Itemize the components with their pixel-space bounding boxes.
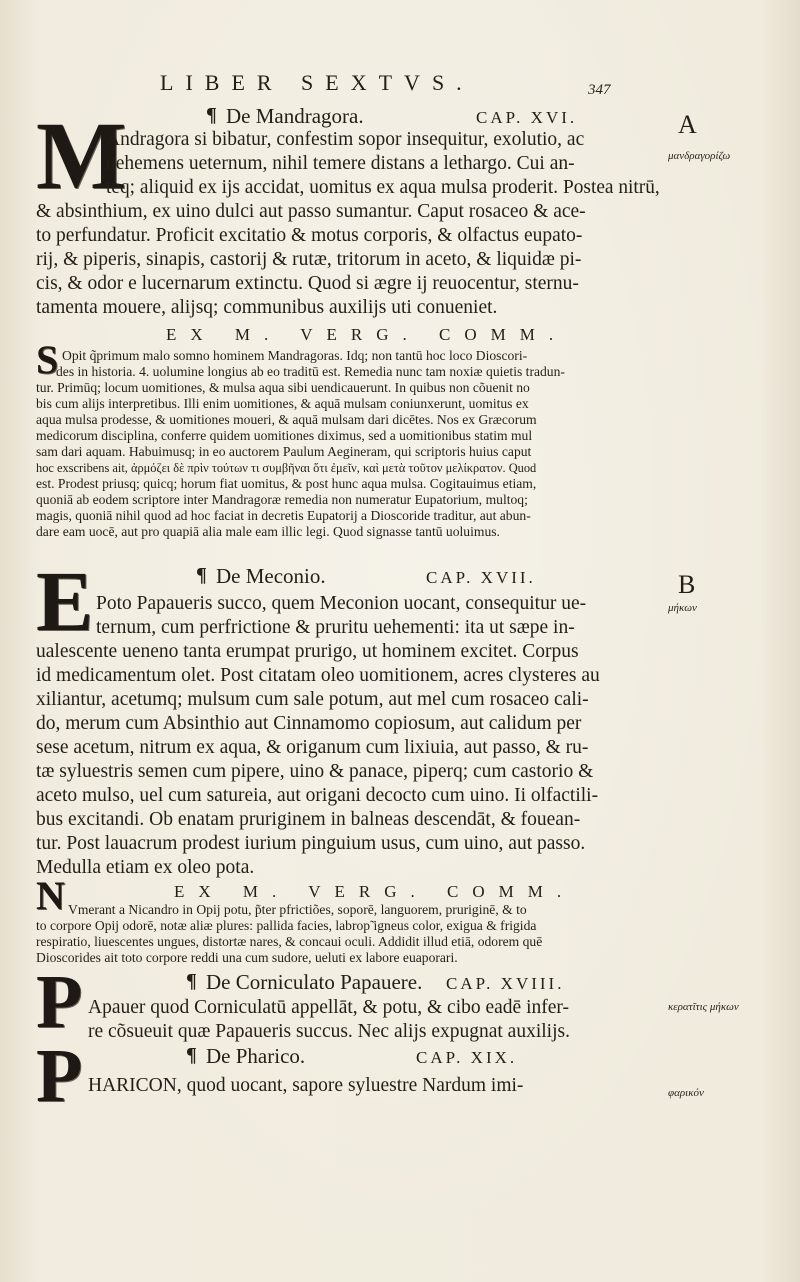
text-line: uehemens ueternum, nihil temere distans a lethargo. Cui an- — [106, 153, 575, 174]
chapter-number: CAP. XIX. — [416, 1048, 518, 1067]
text-line: do, merum cum Absinthio aut Cinnamomo copiosum, aut calidum per — [36, 713, 582, 734]
chapter-title: De Mandragora. — [226, 104, 364, 128]
text-line: tur. Post lauacrum prodest iurium pinguium usus, cum uino, aut passo. — [36, 833, 586, 854]
text-line: aceto mulso, uel cum satureia, aut origani decocto cum uino. Ii olfactili- — [36, 785, 599, 806]
chapter-pharico — [36, 1034, 660, 1124]
chapter-mandragora — [36, 104, 660, 564]
pilcrow-mark: ¶ — [186, 970, 197, 992]
text-line: tæ syluestris semen cum pipere, uino & panace, piperq; cum castorio & — [36, 761, 594, 782]
chapter-title: De Corniculato Papauere. — [206, 970, 423, 994]
text-line: Andragora si bibatur, confestim sopor insequitur, exolutio, ac — [106, 129, 585, 150]
commentary-line: des in historia. 4. uolumine longius ab eo traditū est. Remedia nunc tam noxiæ quietis tradun- — [56, 364, 565, 379]
chapter-title: De Meconio. — [216, 564, 326, 588]
margin-greek-note-d: φαρικόν — [668, 1087, 704, 1099]
commentary-line: magis, quoniā nihil quod ad hoc faciat in decretis Eupatorij a Dioscoride traditur, aut abun- — [36, 508, 531, 523]
commentary-line: dare eam uocē, aut pro quapiā alia male eam illic legi. Quod signasse tantū uoluimus. — [36, 524, 500, 539]
folio-number: 347 — [588, 82, 611, 98]
commentary-line: est. Prodest priusq; quicq; horum fiat uomitus, & post hunc aqua mulsa. Cogitauimus etiam, — [36, 476, 537, 491]
pilcrow-mark: ¶ — [196, 564, 207, 586]
chapter-corniculato-papauere — [36, 960, 660, 1044]
commentary-line: sam dari aquam. Habuimusq; in eo auctorem Paulum Aegineram, qui scriptoris huius caput — [36, 444, 532, 459]
chapter-heading — [36, 1044, 660, 1070]
text-line: ternum, cum perfrictione & pruritu uehementi: ita ut sæpe in- — [96, 617, 575, 638]
chapter-number: CAP. XVIII. — [446, 974, 565, 993]
drop-cap-initial: P — [36, 960, 83, 1044]
drop-cap-initial: P — [36, 1034, 83, 1118]
commentary-line: bis cum alijs interpretibus. Illi enim uomitiones, & aquā mulsam coniunxerunt, uomitus ex — [36, 396, 529, 411]
margin-letter-b: B — [678, 570, 696, 599]
commentary-line: tur. Primūq; locum uomitiones, & mulsa aqua sibi uendicauerunt. In quibus non cõuenit no — [36, 380, 530, 395]
commentary-line: Dioscorides ait toto corpore reddi una cum sudore, ueluti ex labore euaporari. — [36, 950, 458, 965]
commentary-initial: N — [36, 873, 65, 918]
commentary-heading: EX M. VERG. COMM. — [174, 882, 576, 901]
text-line: bus excitandi. Ob enatam pruriginem in balneas descendāt, & fouean- — [36, 809, 581, 830]
text-line: HARICON, quod uocant, sapore syluestre Nardum imi- — [88, 1075, 524, 1096]
commentary-line: aqua mulsa prodesse, & uomitiones moueri, & aquā mulsam dari dicētes. Nos ex Græcorum — [36, 412, 537, 427]
chapter-meconio — [36, 553, 660, 965]
text-line: rij, & piperis, sinapis, castorij & rutæ, tritorum in aceto, & liquidæ pi- — [36, 249, 582, 270]
text-line: Apauer quod Corniculatū appellāt, & potu, & cibo eadē infer- — [88, 997, 569, 1018]
commentary-line: to corpore Opij odorē, notæ aliæ plures: pallida facies, labroр̃ igneus color, exigua & frigida — [36, 918, 537, 933]
margin-greek-note-c: κερατῖτις μήκων — [668, 1001, 739, 1013]
text-line: to perfundatur. Proficit excitatio & motus corporis, & olfactus eupato- — [36, 225, 583, 246]
text-line: id medicamentum olet. Post citatam oleo uomitionem, acres clysteres au — [36, 665, 600, 686]
chapter-number: CAP. XVI. — [476, 108, 578, 127]
drop-cap-initial: M — [36, 102, 127, 209]
commentary-line: respiratio, liuescentes ungues, distortæ nares, & concaui oculi. Addidit illud etiā, odorem quē — [36, 934, 543, 949]
margin-letter-a: A — [678, 110, 697, 139]
commentary-line: Opit q̃primum malo somno hominem Mandragoras. Idq; non tantū hoc loco Dioscori- — [62, 348, 528, 363]
margin-greek-note-a: μανδραγορίζω — [668, 150, 731, 162]
chapter-heading — [36, 564, 660, 590]
text-line: Medulla etiam ex oleo pota. — [36, 857, 255, 878]
text-line: ualescente ueneno tanta erumpat prurigo, ut hominem excitet. Corpus — [36, 641, 579, 662]
commentary-line: medicorum disciplina, conferre quidem uomitiones diximus, sed a uomitionibus statim mul — [36, 428, 533, 443]
commentary-heading: EX M. VERG. COMM. — [166, 325, 568, 344]
text-line: Poto Papaueris succo, quem Meconion uocant, consequitur ue- — [96, 593, 587, 614]
chapter-heading — [36, 104, 660, 130]
commentary-line: quoniā ab eodem scriptore inter Mandragoræ remedia non numeratur Eupatorium, multoq; — [36, 492, 528, 507]
text-line: tamenta mouere, alijsq; communibus auxilijs uti conueniet. — [36, 297, 498, 318]
chapter-title: De Pharico. — [206, 1044, 306, 1068]
text-line: & absinthium, ex uino dulci aut passo sumantur. Caput rosaceo & ace- — [36, 201, 586, 222]
running-head: LIBER SEXTVS. — [160, 70, 474, 95]
text-line: sese acetum, nitrum ex aqua, & origanum cum lixiuia, aut passo, & ru- — [36, 737, 589, 758]
text-line: xilіantur, acetumq; mulsum cum sale potum, aut mel cum rosaceo cali- — [36, 689, 589, 710]
text-line: cis, & odor e lucernarum extinctu. Quod si ægre ij reuocentur, sternu- — [36, 273, 579, 294]
commentary-initial: S — [36, 337, 59, 382]
text-line: teq; aliquid ex ijs accidat, uomitus ex aqua mulsa proderit. Postea nitrū, — [106, 177, 660, 198]
pilcrow-mark: ¶ — [206, 104, 217, 126]
chapter-heading — [36, 970, 660, 996]
commentary-line: hoc exscribens ait, ἀρμόζει δὲ πρὶν τούτων τι συμβῆναι ὅτι ἐμεῖν, καὶ μετὰ τοῦτον μελίκρατον. Quod — [36, 461, 537, 475]
text-line: re cõsueuit quæ Papaueris succus. Nec alijs expugnat auxilijs. — [88, 1021, 570, 1042]
chapter-number: CAP. XVII. — [426, 568, 536, 587]
commentary-line: Vmerant a Nicandro in Opij potu, p̃ter pfrictiões, soporē, languorem, pruriginē, & to — [68, 902, 527, 917]
drop-cap-initial: E — [36, 553, 94, 649]
pilcrow-mark: ¶ — [186, 1044, 197, 1066]
margin-greek-note-b: μήκων — [668, 602, 697, 614]
